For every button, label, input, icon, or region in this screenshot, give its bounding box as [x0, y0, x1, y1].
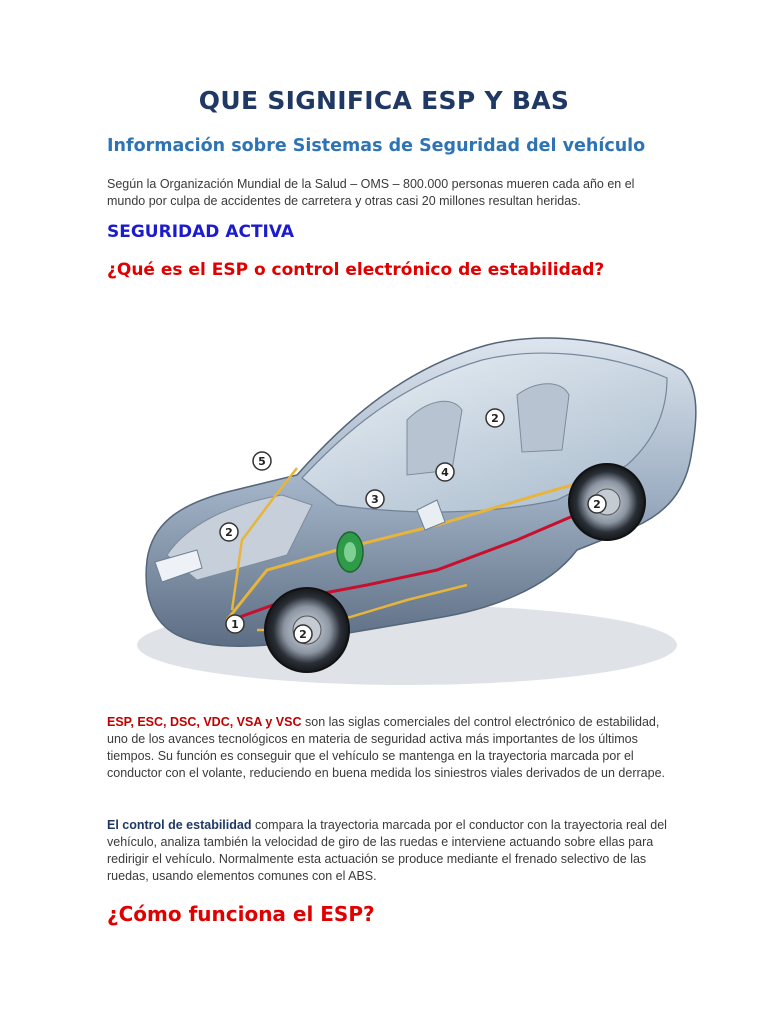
svg-text:2: 2: [225, 526, 233, 539]
page-title: QUE SIGNIFICA ESP Y BAS: [198, 86, 570, 115]
svg-text:3: 3: [371, 493, 379, 506]
svg-text:4: 4: [441, 466, 449, 479]
callout-2-front-left: [220, 523, 238, 541]
callout-3: [366, 490, 384, 508]
callout-1: [226, 615, 244, 633]
esp-acronyms-text: son las siglas comerciales del control electrónico de estabilidad, uno de los avances tecnológicos en materia de seguridad activa más importantes de los últimos tiempos. Su función es conseguir que el vehículo se mantenga en la trayectoria marcada por el conductor con el volante, reduciendo en buena medida los siniestros viales derivados de un derrape.: [107, 715, 665, 780]
svg-text:2: 2: [299, 628, 307, 641]
svg-text:1: 1: [231, 618, 239, 631]
callout-2-front-wheel: [294, 625, 312, 643]
hydraulic-unit: [337, 532, 363, 572]
callout-2-rear-wheel: [588, 495, 606, 513]
esp-acronyms-lead: ESP, ESC, DSC, VDC, VSA y VSC: [107, 715, 302, 729]
callout-4: [436, 463, 454, 481]
page-subtitle: Información sobre Sistemas de Seguridad del vehículo: [107, 136, 646, 156]
stability-control-lead: El control de estabilidad: [107, 818, 252, 832]
svg-text:2: 2: [491, 412, 499, 425]
stability-control-text: compara la trayectoria marcada por el conductor con la trayectoria real del vehículo, analiza también la velocidad de giro de las ruedas e interviene actuando sobre ellas para redirigir el vehículo. Normalmente esta actuación se produce mediante el frenado selectivo de las ruedas, usando elementos comunes con el ABS.: [107, 818, 667, 883]
question-esp-heading: ¿Qué es el ESP o control electrónico de estabilidad?: [107, 260, 605, 280]
section-heading: SEGURIDAD ACTIVA: [107, 222, 295, 242]
esp-acronyms-paragraph: [107, 714, 667, 782]
svg-text:5: 5: [258, 455, 266, 468]
question-how-heading: ¿Cómo funciona el ESP?: [107, 902, 375, 926]
svg-text:2: 2: [593, 498, 601, 511]
rear-wheel: [569, 464, 645, 540]
intro-paragraph: Según la Organización Mundial de la Salud – OMS – 800.000 personas mueren cada año en el mundo por culpa de accidentes de carretera y otras casi 20 millones resultan heridas.: [107, 177, 635, 208]
rear-seat: [517, 384, 569, 452]
callout-2-rear-top: [486, 409, 504, 427]
callout-5: [253, 452, 271, 470]
stability-control-paragraph: [107, 817, 667, 885]
esp-car-illustration: [107, 300, 707, 700]
